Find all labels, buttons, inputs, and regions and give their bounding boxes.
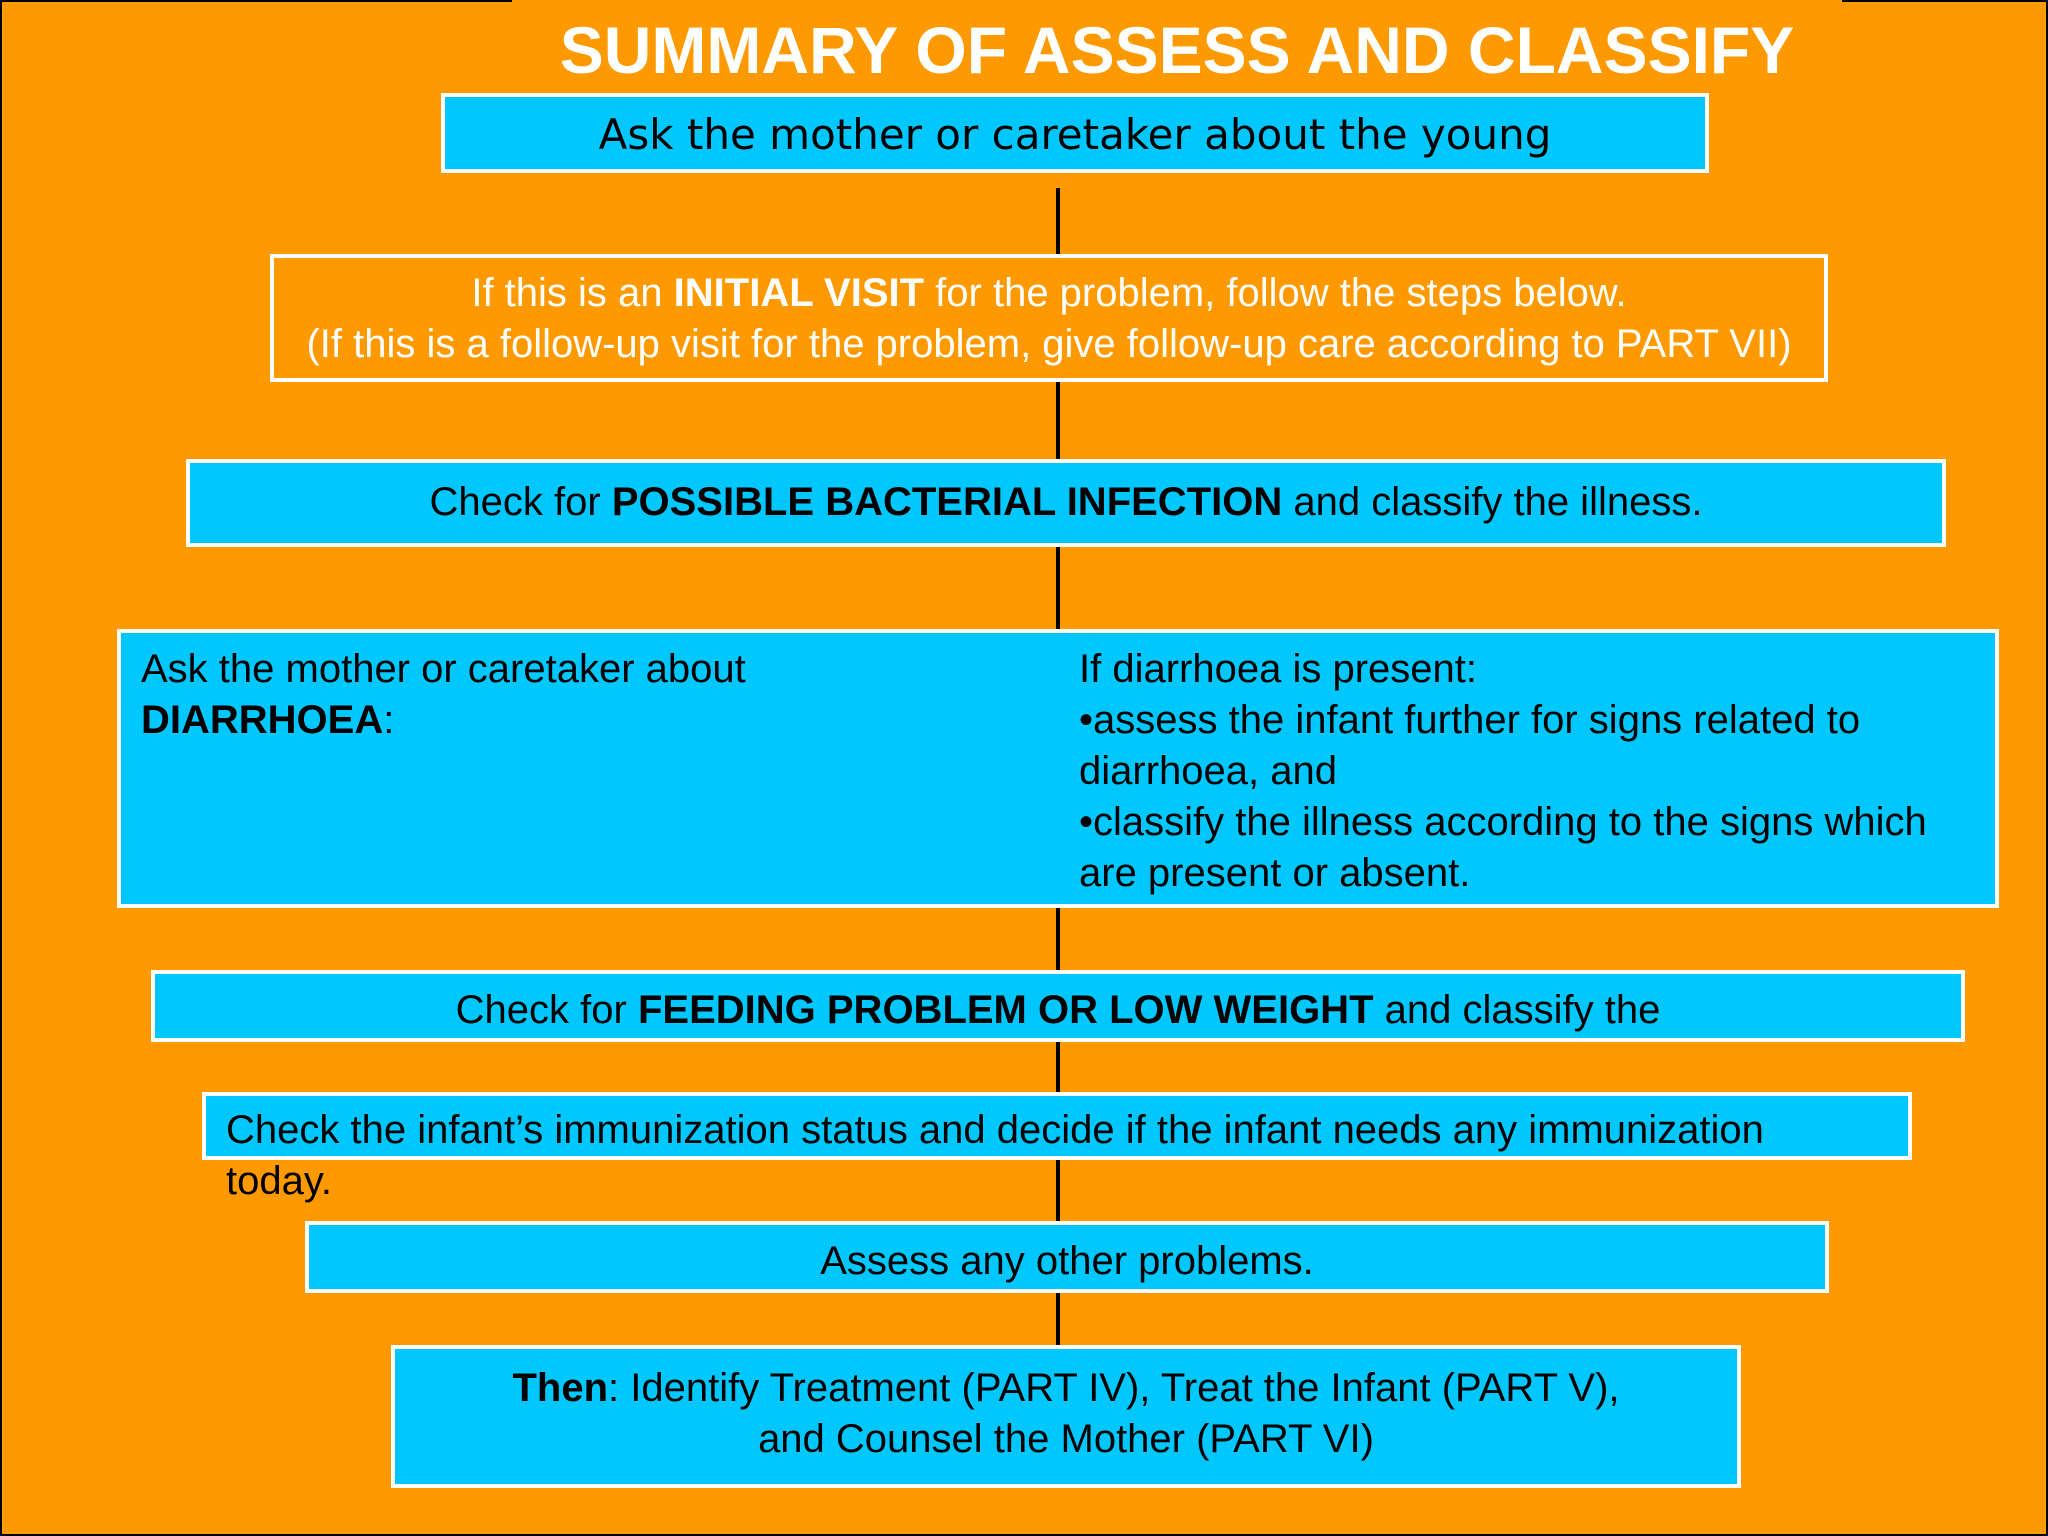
step-ask-mother-text: Ask the mother or caretaker about the young — [598, 110, 1552, 159]
diarrhoea-classify-item: •classify the illness according to the signs which are present or absent. — [1079, 800, 1927, 895]
step-visit-type-box — [270, 254, 1828, 382]
step-other-problems-box — [305, 1221, 1829, 1293]
step-bacterial-infection-box: Check for POSSIBLE BACTERIAL INFECTION and classify the illness. — [186, 459, 1946, 547]
diarrhoea-emphasis: DIARRHOEA — [141, 698, 384, 742]
step-diarrhoea-box — [117, 629, 1999, 908]
initial-visit-line: If this is an INITIAL VISIT for the problem, follow the steps below. — [471, 271, 1627, 315]
then-emphasis: Then — [512, 1366, 608, 1410]
diarrhoea-present-heading: If diarrhoea is present: — [1079, 647, 1477, 691]
follow-up-visit-line: (If this is a follow-up visit for the problem, give follow-up care according to PART VII) — [306, 322, 1792, 366]
diarrhoea-present-column — [1079, 644, 1989, 899]
bacterial-infection-emphasis: POSSIBLE BACTERIAL INFECTION — [611, 480, 1283, 524]
diarrhoea-assess-item: •assess the infant further for signs related to diarrhoea, and — [1079, 698, 1861, 793]
step-immunization-box — [202, 1092, 1912, 1203]
diarrhoea-ask-column: Ask the mother or caretaker about DIARRHOEA: — [141, 647, 746, 742]
slide-title: SUMMARY OF ASSESS AND CLASSIFY — [559, 13, 1795, 87]
step-feeding-problem-box: Check for FEEDING PROBLEM OR LOW WEIGHT and classify the — [151, 970, 1965, 1042]
initial-visit-emphasis: INITIAL VISIT — [673, 271, 925, 315]
feeding-problem-emphasis: FEEDING PROBLEM OR LOW WEIGHT — [637, 988, 1374, 1032]
other-problems-text: Assess any other problems. — [820, 1239, 1314, 1283]
step-ask-mother-box — [441, 93, 1709, 173]
immunization-text: Check the infant’s immunization status and decide if the infant needs any immunization today. — [226, 1108, 1764, 1203]
step-then-box: Then: Identify Treatment (PART IV), Treat the Infant (PART V), and Counsel the Mother (PART VI) — [391, 1345, 1741, 1488]
